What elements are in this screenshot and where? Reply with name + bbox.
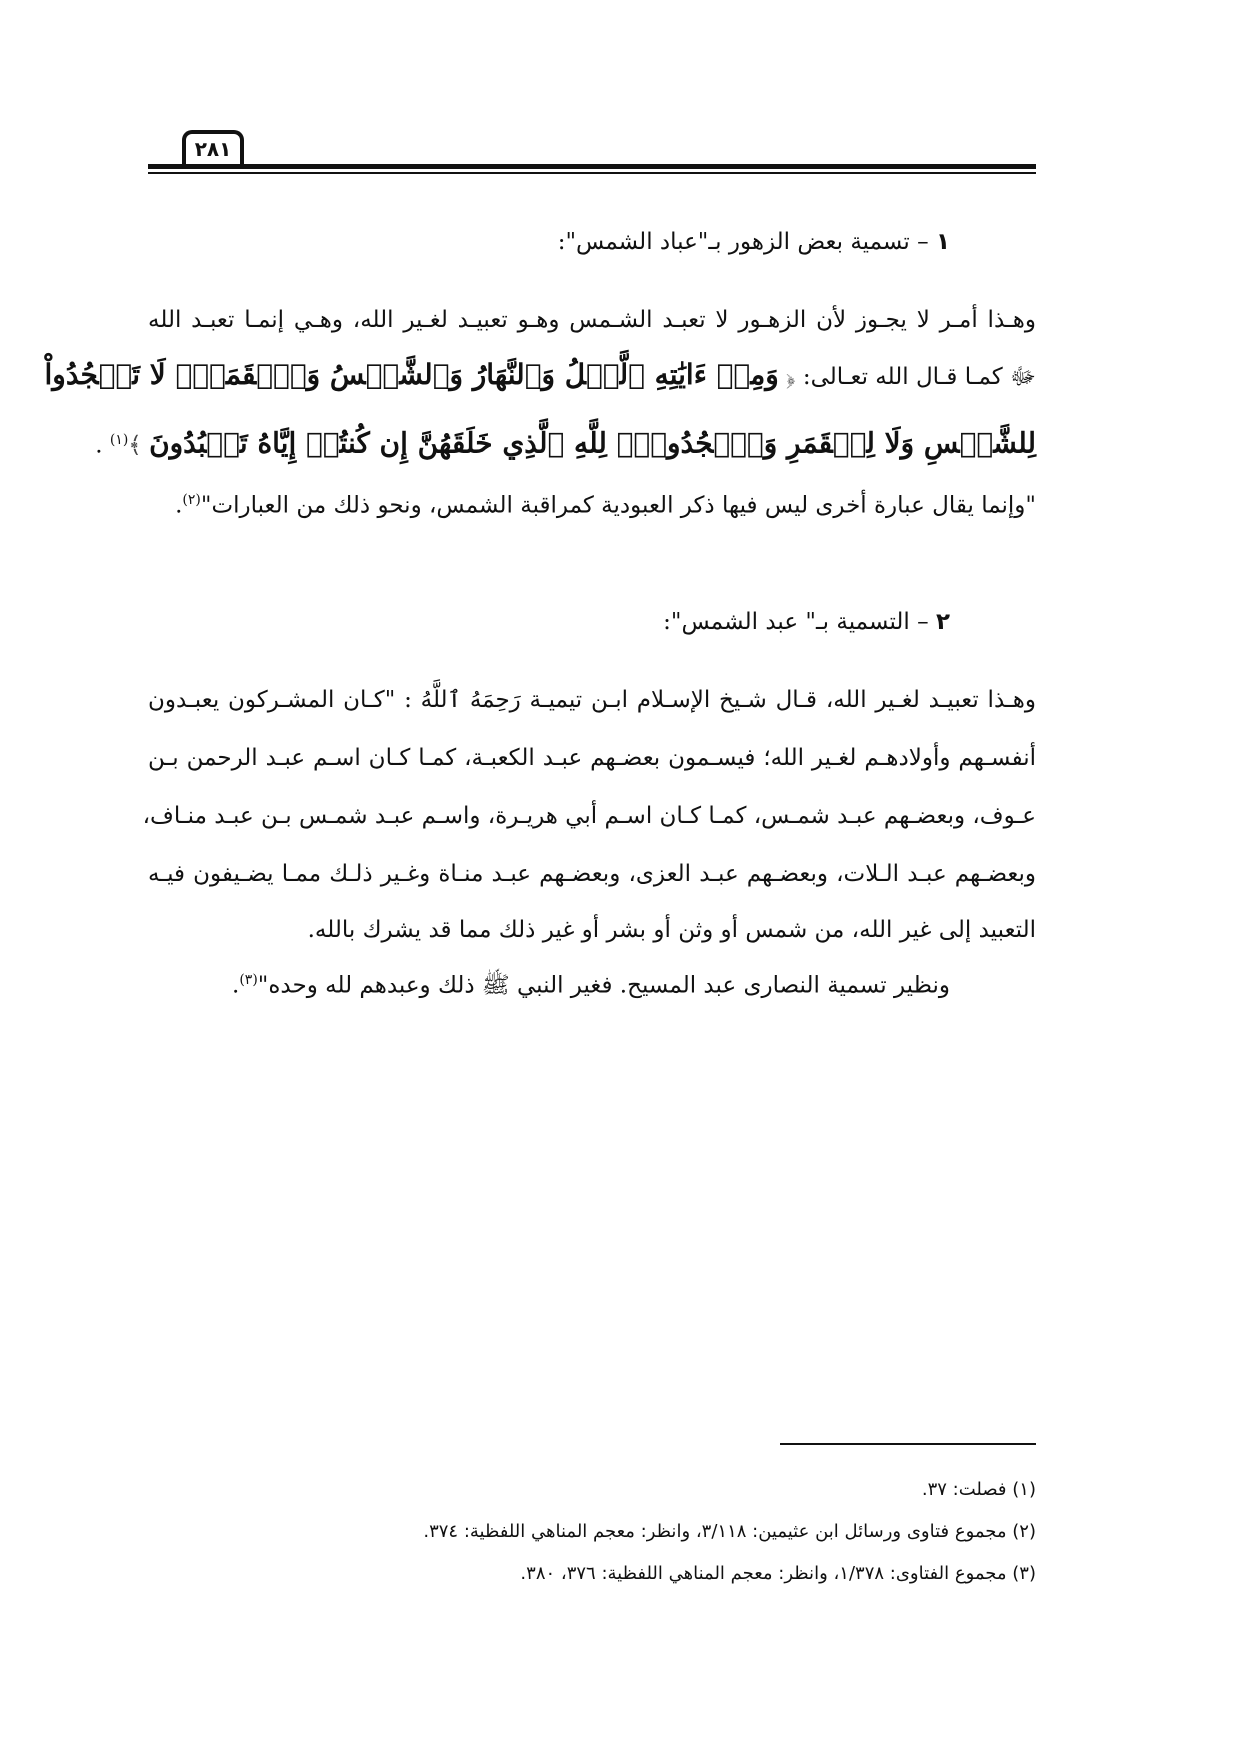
section-2-line-1: وهـذا تعبيـد لغـير الله، قـال شـيخ الإسـلام ابـن تيميـة رَحِمَهُ ٱللَّهُ : "كـان المشـركون يعبـدون xyxy=(148,687,1036,713)
section-1-line-3: لِلشَّمۡسِ وَلَا لِلۡقَمَرِ وَٱسۡجُدُواْۤ لِلَّهِ ٱلَّذِي خَلَقَهُنَّ إِن كُنتُمۡ إِيَّاهُ تَعۡبُدُونَ ﴾$^{(١)}$ . xyxy=(95,426,1036,460)
section-1-line-2 xyxy=(44,355,1036,397)
quran-verse-part-1: وَمِنۡ ءَايَٰتِهِ ٱلَّيۡلُ وَٱلنَّهَارُ وَٱلشَّمۡسُ وَٱلۡقَمَرُۚ لَا تَسۡجُدُواْ xyxy=(44,358,779,391)
footnote-2: (٢) مجموع فتاوى ورسائل ابن عثيمين: ٣/١١٨، وانظر: معجم المناهي اللفظية: ٣٧٤. xyxy=(423,1521,1036,1542)
section-2-heading xyxy=(663,602,950,642)
section-1-number: ١ xyxy=(935,229,950,255)
quran-close-bracket: ﴾ xyxy=(128,432,142,459)
footnote-rule xyxy=(780,1443,1036,1445)
section-1-title: – تسمية بعض الزهور بـ"عباد الشمس": xyxy=(557,229,929,255)
footnote-1: (١) فصلت: ٣٧. xyxy=(921,1479,1036,1500)
header-rule-thin xyxy=(148,172,1036,174)
footnote-ref-2: (٢) xyxy=(182,492,201,508)
header-rule xyxy=(148,164,1036,169)
section-2-line-2: أنفسـهم وأولادهـم لغـير الله؛ فيسـمون بعضـهم عبـد الكعبـة، كمـا كـان اسـم عبـد الرحمن بـن xyxy=(148,745,1036,771)
quran-intro: ﷻ كمـا قـال الله تعـالى: ﴿ xyxy=(786,364,1036,390)
section-1-line-4: "وإنما يقال عبارة أخرى ليس فيها ذكر العبودية كمراقبة الشمس، ونحو ذلك من العبارات"$^{(٢)}$. xyxy=(175,492,1036,519)
section-2-line-3: عـوف، وبعضـهم عبـد شمـس، كمـا كـان اسـم أبي هريـرة، واسـم عبـد شمـس بـن عبـد منـاف، xyxy=(142,803,1036,829)
page-number: ٢٨١ xyxy=(182,130,244,164)
footnote-3: (٣) مجموع الفتاوى: ١/٣٧٨، وانظر: معجم المناهي اللفظية: ٣٧٦، ٣٨٠. xyxy=(520,1563,1036,1584)
quote-text: "وإنما يقال عبارة أخرى ليس فيها ذكر العبودية كمراقبة الشمس، ونحو ذلك من العبارات" xyxy=(200,492,1036,519)
footnote-ref-3: (٣) xyxy=(239,972,258,988)
section-1-line-1: وهـذا أمـر لا يجـوز لأن الزهـور لا تعبـد الشـمس وهـو تعبيـد لغـير الله، وهـي إنمـا تعبـد الله xyxy=(148,307,1036,333)
section-2-line-4: وبعضـهم عبـد الـلات، وبعضـهم عبـد العزى، وبعضـهم عبـد منـاة وغـير ذلـك ممـا يضـيفون فيـه xyxy=(148,861,1036,887)
section-2-line-5: التعبيد إلى غير الله، من شمس أو وثن أو بشر أو غير ذلك مما قد يشرك بالله. xyxy=(307,917,1036,943)
footnote-ref-1: (١) xyxy=(109,432,129,448)
section-2-last-line: ونظير تسمية النصارى عبد المسيح. فغير النبي ﷺ ذلك وعبدهم لله وحده"$^{(٣)}$. xyxy=(232,972,950,999)
last-line-text: ونظير تسمية النصارى عبد المسيح. فغير النبي ﷺ ذلك وعبدهم لله وحده" xyxy=(257,972,950,999)
section-2-number: ٢ xyxy=(935,609,950,635)
section-2-title: – التسمية بـ" عبد الشمس": xyxy=(663,609,929,635)
section-1-heading xyxy=(558,222,950,262)
quran-verse-part-2: لِلشَّمۡسِ وَلَا لِلۡقَمَرِ وَٱسۡجُدُواْۤ لِلَّهِ ٱلَّذِي خَلَقَهُنَّ إِن كُنتُمۡ إِيَّاهُ تَعۡبُدُونَ xyxy=(149,426,1036,460)
